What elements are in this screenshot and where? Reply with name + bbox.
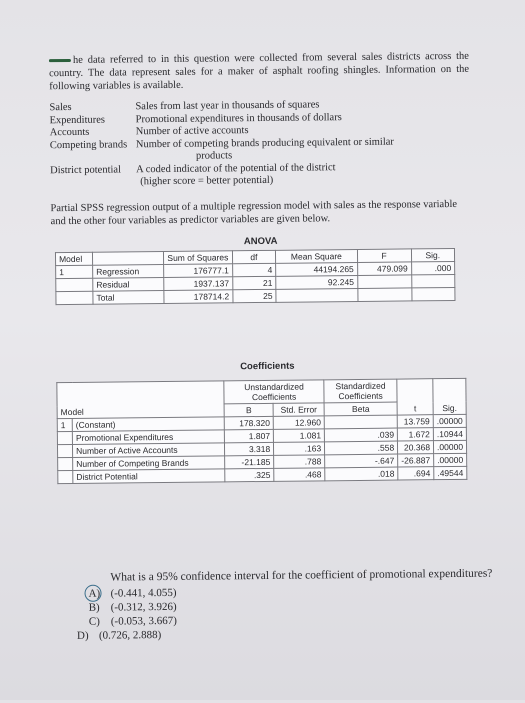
- cell-sig: .49544: [434, 466, 467, 479]
- partial-output-text: Partial SPSS regression output of a multiple regression model with sales as the response variable and the other four variables as predictor variables are given below.: [50, 198, 458, 228]
- cell-ms: [276, 288, 358, 302]
- cell-b: .325: [225, 468, 274, 482]
- table-row: [56, 287, 455, 304]
- option-a[interactable]: [88, 586, 176, 601]
- variable-desc: Sales from last year in thousands of squares: [135, 99, 320, 113]
- row-label: District Potential: [73, 469, 225, 484]
- header-sig: Sig.: [411, 248, 455, 261]
- anova-table: [55, 248, 456, 305]
- cell-se: .163: [274, 442, 325, 456]
- cell-t: 13.759: [397, 415, 433, 428]
- cell-t: 1.672: [397, 428, 433, 441]
- option-text: (-0.441, 4.055): [110, 586, 177, 600]
- variable-name: District potential: [50, 163, 122, 176]
- cell-beta: [324, 415, 397, 429]
- cell-se: 12.960: [273, 416, 324, 430]
- header-mean-square: Mean Square: [276, 249, 358, 263]
- cell-sig: [411, 287, 455, 300]
- row-label: Promotional Expenditures: [72, 430, 224, 445]
- cell-df: 25: [233, 289, 277, 302]
- option-b[interactable]: [89, 600, 177, 615]
- option-c[interactable]: [89, 614, 177, 629]
- intro-paragraph: [49, 50, 469, 93]
- header-standardized: Standardized Coefficients: [324, 379, 397, 403]
- header-beta: Beta: [324, 402, 397, 416]
- coefficients-table: [56, 378, 467, 484]
- header-df: df: [232, 250, 276, 263]
- pen-mark: [49, 59, 71, 62]
- cell-sig: .000: [411, 261, 455, 274]
- anova-title: ANOVA: [243, 235, 278, 248]
- question-text: What is a 95% confidence interval for the coefficient of promotional expenditures?: [110, 567, 493, 584]
- header-sig: Sig.: [433, 378, 466, 414]
- cell-ss: 178714.2: [164, 290, 233, 304]
- cell-se: .468: [274, 468, 325, 482]
- answer-options: [76, 586, 177, 643]
- row-label: (Constant): [72, 417, 224, 432]
- variable-desc: [136, 160, 480, 189]
- cell-t: -26.887: [398, 454, 434, 467]
- cell-ms: 44194.265: [276, 262, 358, 276]
- coef-group-header-row: [57, 378, 466, 405]
- cell-df: 21: [232, 276, 276, 289]
- cell-f: [357, 275, 411, 289]
- header-std-error: Std. Error: [273, 403, 324, 417]
- row-label: Number of Active Accounts: [72, 443, 224, 458]
- model-number: 1: [56, 265, 93, 278]
- option-letter: C): [88, 615, 100, 628]
- cell-b: -21.185: [225, 455, 274, 469]
- cell-se: 1.081: [273, 429, 324, 443]
- intro-rest: country. The data represent sales for a maker of asphalt roofing shingles. Information on the following variables is available.: [49, 63, 470, 93]
- header-b: B: [224, 403, 273, 417]
- variable-desc: Promotional expenditures in thousands of dollars: [135, 111, 342, 125]
- variable-desc-line: A coded indicator of the potential of the district: [136, 161, 336, 175]
- variable-name: Competing brands: [49, 138, 128, 151]
- cell-df: 4: [232, 263, 276, 276]
- cell-beta: .558: [325, 441, 398, 455]
- variable-desc: Number of active accounts: [135, 125, 249, 138]
- cell-f: 479.099: [357, 262, 411, 276]
- cell-b: 1.807: [224, 429, 273, 443]
- header-f: F: [357, 249, 411, 263]
- row-label: Regression: [93, 265, 164, 279]
- cell-b: 178.320: [224, 416, 273, 430]
- header-model: Model: [55, 252, 92, 265]
- intro-first-line: he data referred to in this question were collected from several sales districts across the: [72, 50, 469, 66]
- model-number: 1: [57, 418, 72, 431]
- circle-mark-icon: [84, 585, 101, 602]
- cell-sig: .00000: [433, 414, 466, 427]
- cell-ss: 176777.1: [164, 264, 233, 278]
- cell-b: 3.318: [225, 442, 274, 456]
- cell-f: [357, 288, 411, 302]
- option-letter: B): [88, 601, 100, 614]
- cell-beta: -.647: [325, 454, 398, 468]
- cell-sig: .00000: [434, 453, 467, 466]
- cell-t: 20.368: [398, 441, 434, 454]
- variable-name: Expenditures: [49, 114, 106, 126]
- variable-desc: [136, 135, 480, 164]
- variable-name: Accounts: [49, 126, 90, 139]
- header-sum-of-squares: Sum of Squares: [163, 251, 232, 265]
- option-text: (0.726, 2.888): [98, 629, 162, 642]
- variable-desc-cont: (higher score = better potential): [140, 174, 274, 188]
- option-letter: A): [88, 587, 110, 601]
- row-label: Number of Competing Brands: [73, 456, 225, 471]
- header-model: Model: [57, 381, 225, 419]
- variable-row: [50, 160, 480, 190]
- cell-sig: .10944: [433, 427, 466, 440]
- cell-sig: [411, 274, 455, 287]
- option-d[interactable]: [77, 628, 177, 643]
- header-t: t: [397, 379, 433, 415]
- cell-beta: .018: [325, 467, 398, 481]
- cell-ss: 1937.137: [164, 277, 233, 291]
- option-text: (-0.053, 3.667): [110, 614, 177, 628]
- cell-t: .694: [398, 467, 434, 480]
- variable-desc-cont: products: [195, 150, 233, 162]
- cell-ms: 92.245: [276, 275, 358, 289]
- variable-desc-line: Number of competing brands producing equivalent or similar: [135, 136, 394, 150]
- variable-name: Sales: [49, 101, 72, 114]
- header-unstandardized: Unstandardized Coefficients: [224, 380, 324, 404]
- variable-list: [49, 98, 480, 190]
- option-text: (-0.312, 3.926): [110, 600, 177, 614]
- header-blank: [92, 252, 163, 266]
- cell-beta: .039: [324, 428, 397, 442]
- cell-sig: .00000: [433, 440, 466, 453]
- row-label: Total: [93, 291, 164, 305]
- coefficients-title: Coefficients: [240, 360, 295, 373]
- row-label: Residual: [93, 278, 164, 292]
- cell-se: .788: [274, 455, 325, 469]
- option-letter: D): [76, 629, 89, 642]
